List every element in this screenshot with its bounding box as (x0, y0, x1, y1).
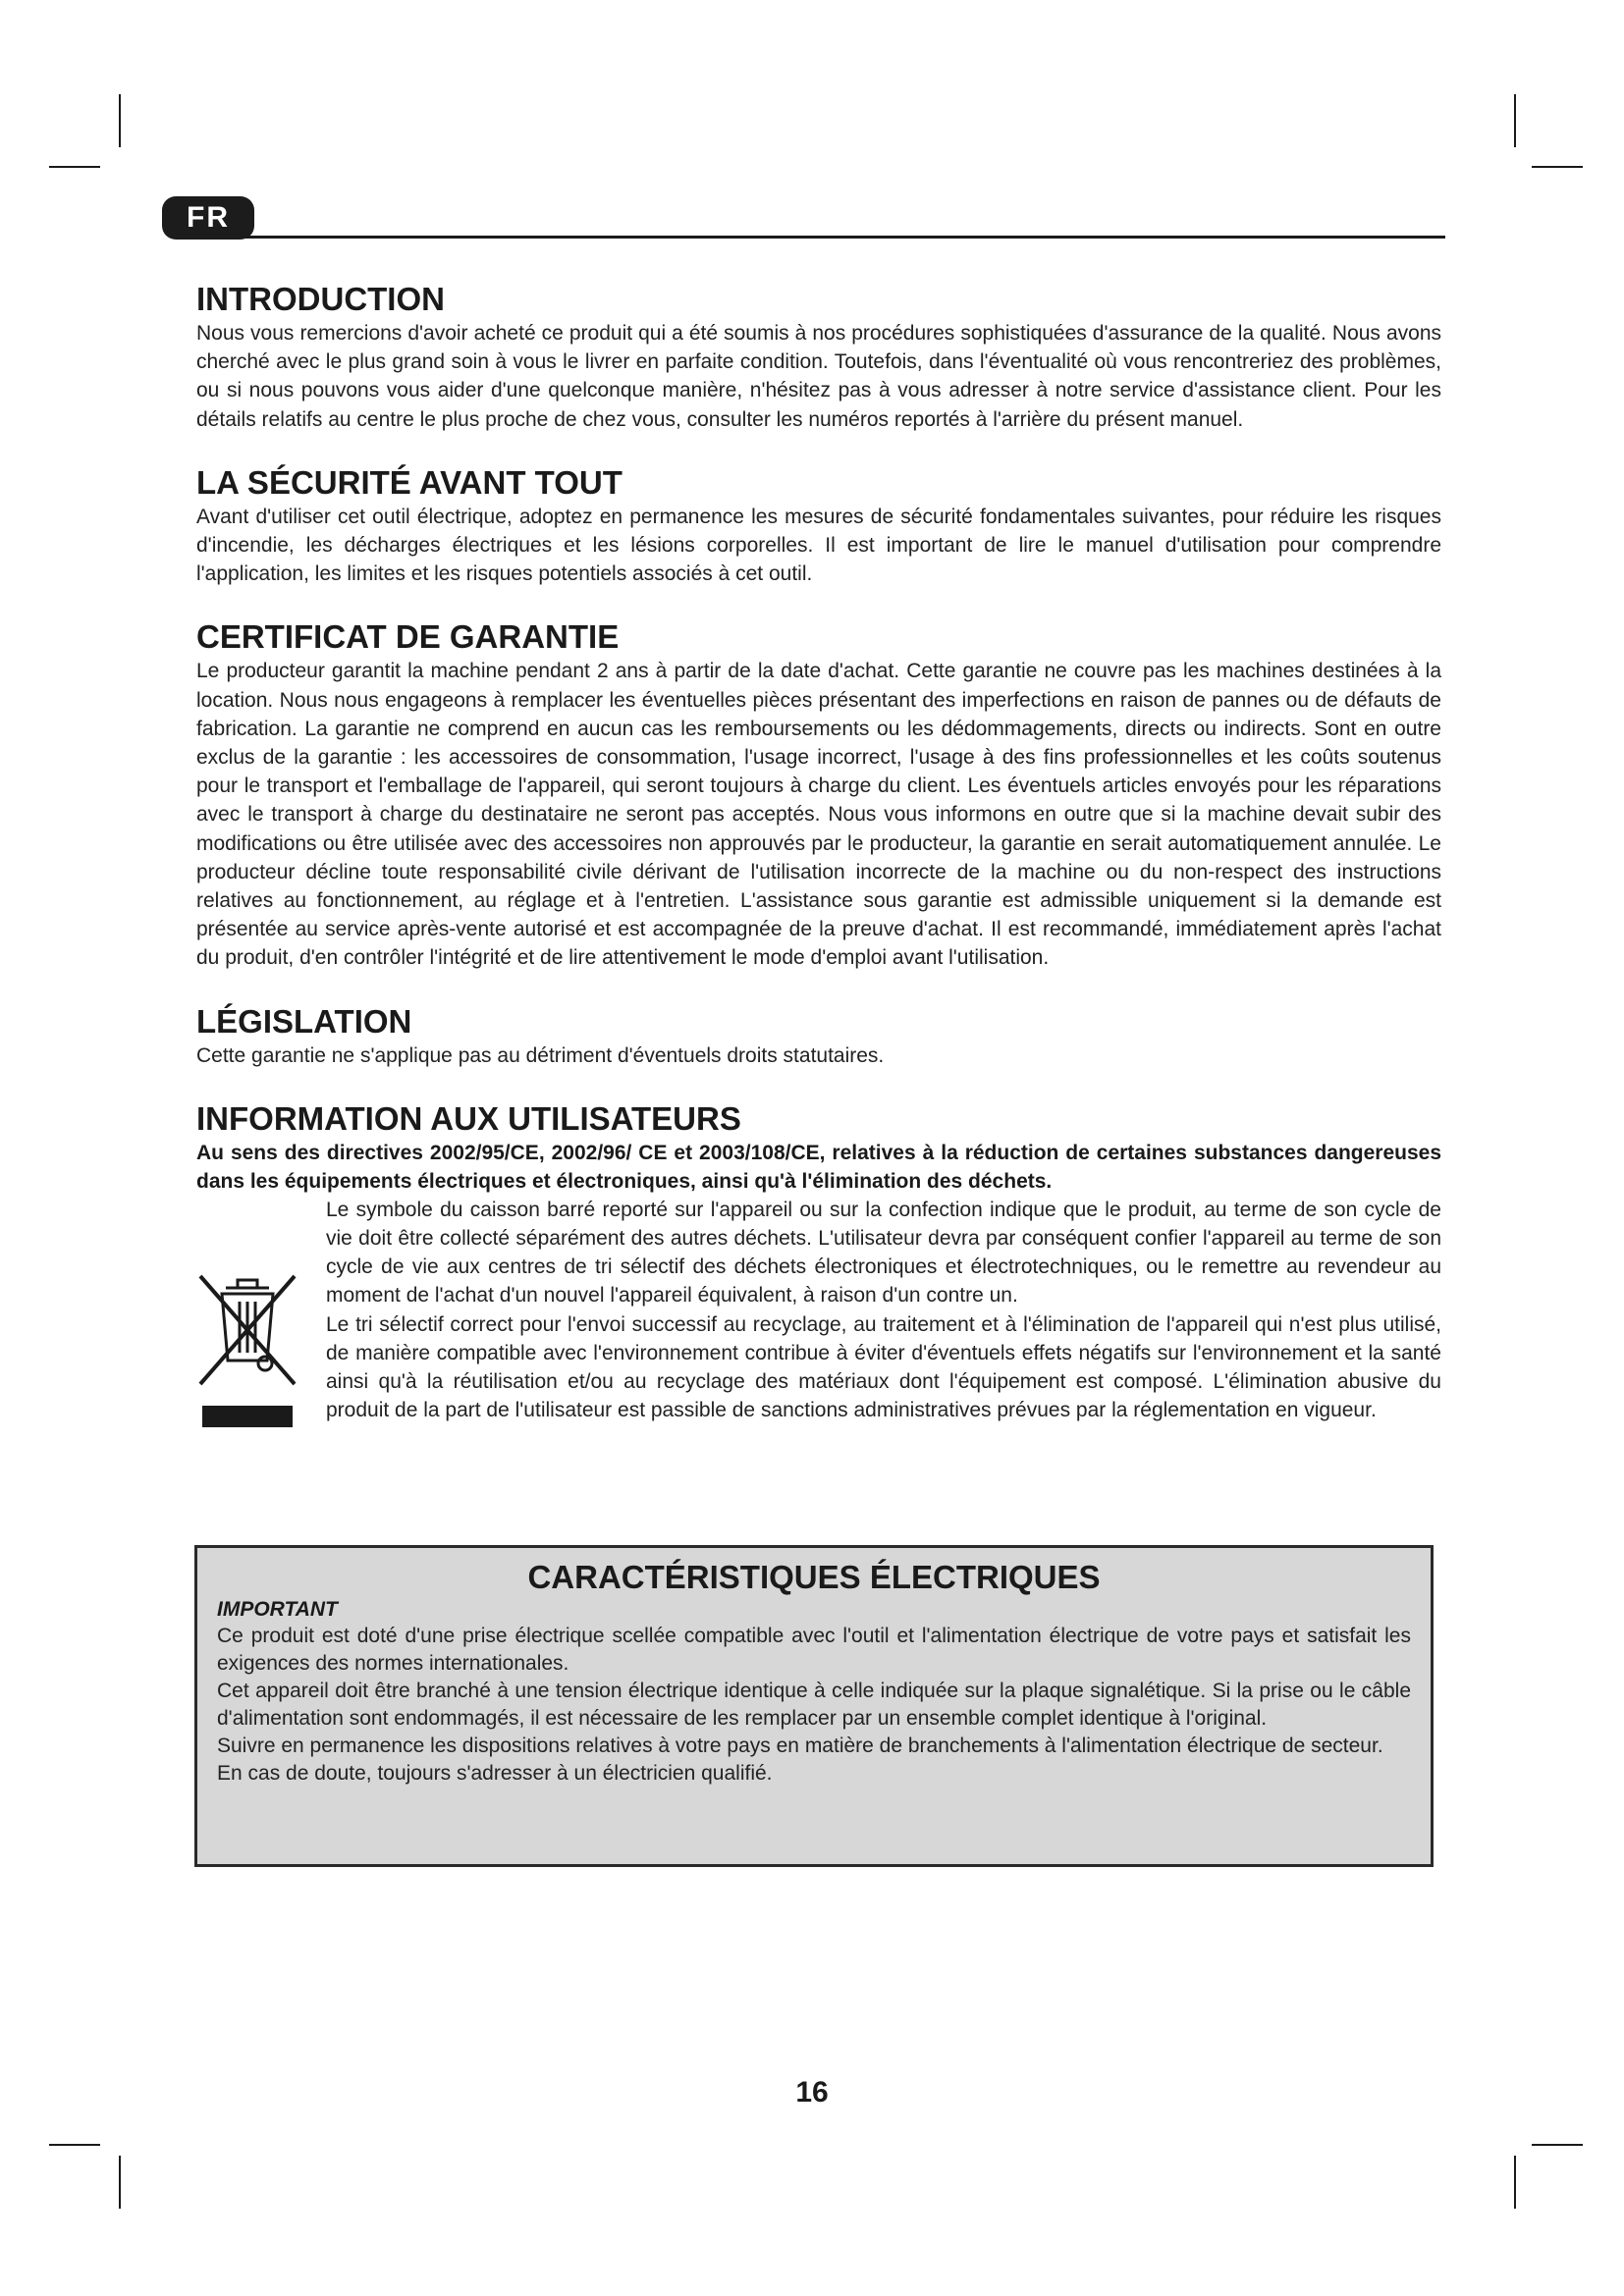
section-user-info (196, 1099, 1441, 1425)
section-body: Cette garantie ne s'applique pas au détriment d'éventuels droits statutaires. (196, 1043, 885, 1067)
weee-text (326, 1196, 1441, 1425)
section-warranty (196, 617, 1441, 972)
page-number: 16 (795, 2076, 829, 2109)
crop-mark (1532, 2144, 1583, 2146)
section-title: CERTIFICAT DE GARANTIE (196, 618, 620, 656)
header-rule (245, 236, 1445, 239)
weee-paragraph: Le symbole du caisson barré reporté sur l'appareil ou sur la confection indique que le produit, au terme de son cycle de vie doit être collecté séparément des autres déchets. L'utilisateur devra par conséquent confier l'appareil au terme de son cycle de vie aux centres de tri sélectif des déchets électroniques et électrotechniques, ou le remettre au revendeur au moment de l'achat d'un nouvel l'appareil équivalent, à raison d'un contre un. (326, 1198, 1441, 1308)
section-introduction (196, 280, 1441, 434)
crop-mark (1514, 94, 1516, 147)
electrical-paragraph: Ce produit est doté d'une prise électrique scellée compatible avec l'outil et l'alimentation électrique de votre pays et satisfait les exigences des normes internationales. (217, 1625, 1411, 1675)
language-badge: FR (162, 196, 254, 240)
crop-mark (49, 166, 100, 168)
section-title: INTRODUCTION (196, 281, 445, 317)
crop-mark (49, 2144, 100, 2146)
section-body: Avant d'utiliser cet outil électrique, adoptez en permanence les mesures de sécurité fondamentales suivantes, pour réduire les risques d'incendie, les décharges électriques et les lésions corporelles. Il est important de lire le manuel d'utilisation pour comprendre l'application, les limites et les risques potentiels associés à cet outil. (196, 505, 1441, 586)
weee-symbols (196, 1196, 326, 1425)
section-legislation (196, 1002, 1441, 1070)
weee-block (196, 1196, 1441, 1425)
section-title: LÉGISLATION (196, 1002, 412, 1040)
section-body: Nous vous remercions d'avoir acheté ce produit qui a été soumis à nos procédures sophistiquées d'assurance de la qualité. Nous avons cherché avec le plus grand soin à vous le livrer en parfaite condition. Toutefois, dans l'éventualité où vous rencontreriez des problèmes, ou si nous pouvons vous aider d'une quelconque manière, n'hésitez pas à vous adresser à notre service d'assistance client. Pour les détails relatifs au centre le plus proche de chez vous, consulter les numéros reportés à l'arrière du présent manuel. (196, 322, 1441, 431)
crop-mark (1532, 166, 1583, 168)
page-content (196, 280, 1441, 1424)
weee-bar (202, 1406, 293, 1427)
electrical-paragraph: Suivre en permanence les dispositions relatives à votre pays en matière de branchements à l'alimentation électrique de secteur. (217, 1735, 1383, 1757)
section-title: INFORMATION AUX UTILISATEURS (196, 1099, 741, 1137)
electrical-title: CARACTÉRISTIQUES ÉLECTRIQUES (527, 1559, 1101, 1595)
weee-paragraph: Le tri sélectif correct pour l'envoi successif au recyclage, au traitement et à l'élimination de l'appareil qui n'est plus utilisé, de manière compatible avec l'environnement contribue à éviter d'éventuels effets négatifs sur l'environnement et la santé ainsi qu'à la réutilisation et/ou au recyclage des matériaux dont l'équipement est composé. L'élimination abusive du produit de la part de l'utilisateur est passible de sanctions administratives prévues par la réglementation en vigueur. (326, 1312, 1441, 1422)
important-label: IMPORTANT (217, 1598, 338, 1621)
electrical-box (194, 1545, 1434, 1867)
section-title: LA SÉCURITÉ AVANT TOUT (196, 463, 623, 501)
crop-mark (119, 2156, 121, 2209)
section-body: Le producteur garantit la machine pendant 2 ans à partir de la date d'achat. Cette garantie ne couvre pas les machines destinées à la location. Nous nous engageons à remplacer les éventuelles pièces présentant des imperfections en raison de pannes ou de défauts de fabrication. La garantie ne comprend en aucun cas les remboursements ou les dédommagements, directs ou indirects. Sont en outre exclus de la garantie : les accessoires de consommation, l'usage incorrect, l'usage à des fins professionnelles et les coûts soutenus pour le transport et l'emballage de l'appareil, qui seront toujours à charge du client. Les éventuels articles envoyés pour les réparations avec le transport à charge du destinataire ne seront pas acceptés. Nous vous informons en outre que si la machine devait subir des modifications ou être utilisée avec des accessoires non approuvés par le producteur, la garantie en serait automatiquement annulée. Le producteur décline toute responsabilité civile dérivant de l'utilisation incorrecte de la machine ou du non-respect des instructions relatives au fonctionnement, au réglage et à l'entretien. L'assistance sous garantie est admissible uniquement si la demande est présentée au service après-vente autorisé et est accompagnée de la preuve d'achat. Il est recommandé, immédiatement après l'achat du produit, d'en contrôler l'intégrité et de lire attentivement le mode d'emploi avant l'utilisation. (196, 660, 1441, 970)
electrical-paragraph: En cas de doute, toujours s'adresser à un électricien qualifié. (217, 1762, 773, 1785)
crossed-bin-icon (196, 1272, 298, 1388)
section-safety (196, 463, 1441, 589)
directive-lead: Au sens des directives 2002/95/CE, 2002/96/ CE et 2003/108/CE, relatives à la réduction de certaines substances dangereuses dans les équipements électriques et électroniques, ainsi qu'à l'élimination des déchets. (196, 1141, 1441, 1193)
crop-mark (1514, 2156, 1516, 2209)
crop-mark (119, 94, 121, 147)
electrical-paragraph: Cet appareil doit être branché à une tension électrique identique à celle indiquée sur la plaque signalétique. Si la prise ou le câble d'alimentation sont endommagés, il est nécessaire de les remplacer par un ensemble complet identique à l'original. (217, 1680, 1411, 1730)
